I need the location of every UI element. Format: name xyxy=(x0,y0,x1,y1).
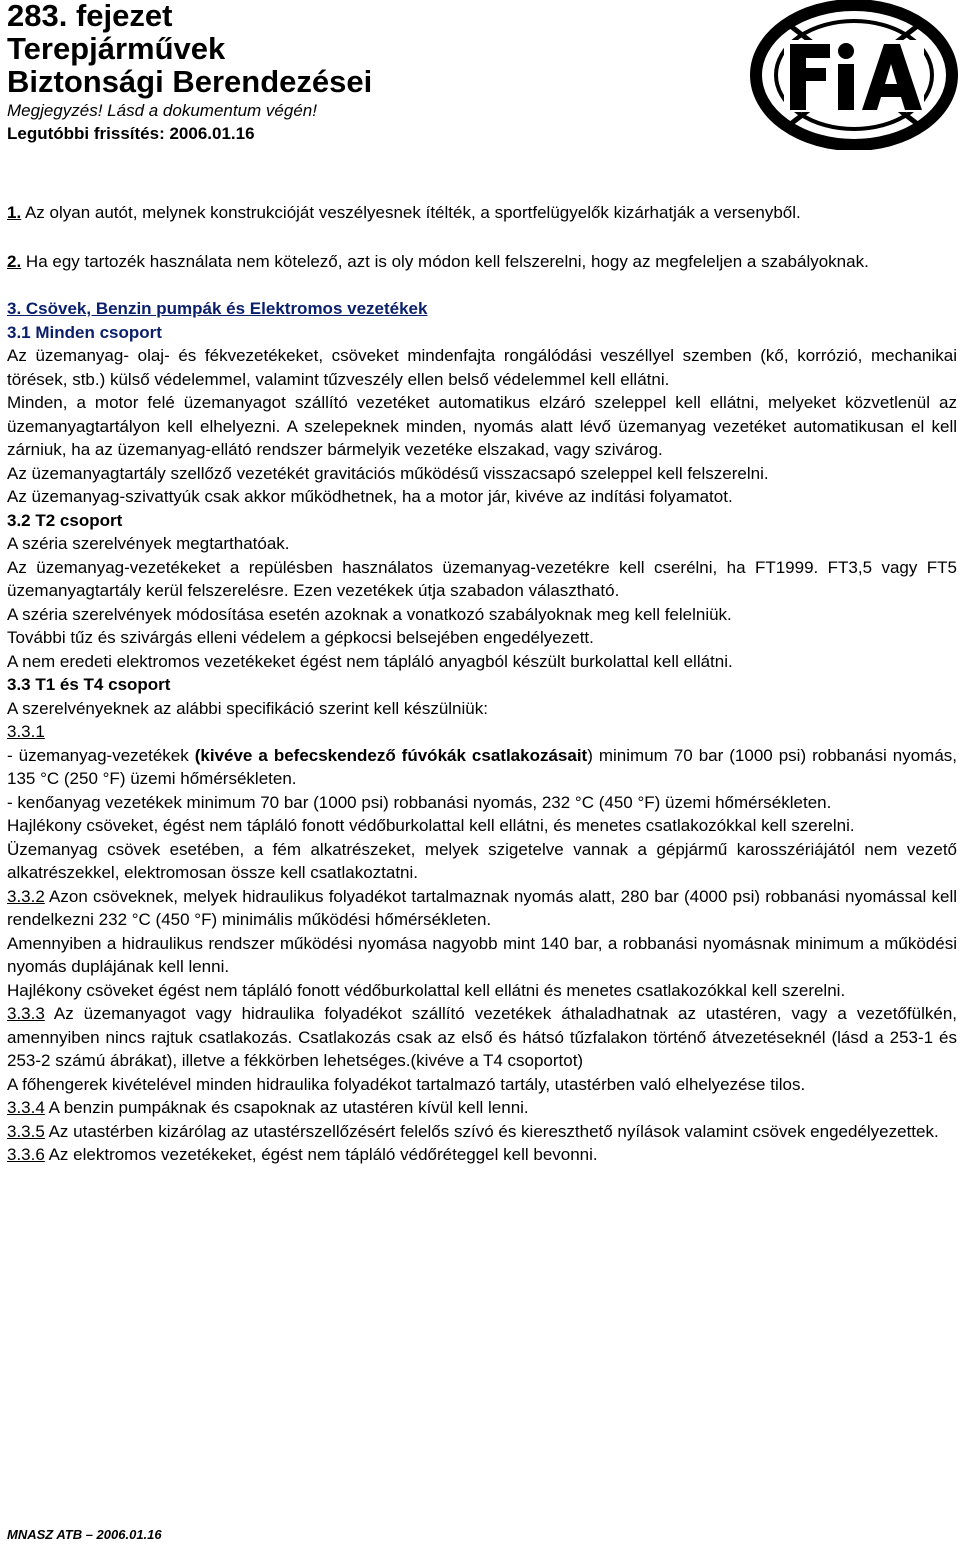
subsection-text: Az elektromos vezetékeket, égést nem tápláló védőréteggel kell bevonni. xyxy=(44,1145,598,1164)
subsection-text: Az üzemanyagot vagy hidraulika folyadékot szállító vezetékek áthaladhatnak az utastéren, vagy a vezetőfülkén, amennyiben nincs rajtuk csatlakozás. Csatlakozás csak az első és hátsó tűzfalakon történő átvezetéseknél (lásd a 253-1 és 253-2 számú ábrákat), illetve a fékkörben lehetséges.(kivéve a T4 csoportot) xyxy=(7,1004,957,1070)
paragraph: A főhengerek kivételével minden hidraulika folyadékot tartalmazó tartály, utastérben való elhelyezése tilos. xyxy=(7,1074,806,1094)
paragraph: Amennyiben a hidraulikus rendszer működési nyomása nagyobb mint 140 bar, a robbanási nyomásnak minimum a működési nyomás duplájának kell lenni. xyxy=(7,933,957,976)
paragraph xyxy=(7,1002,957,1073)
section-1 xyxy=(7,201,957,225)
section-3-heading: 3. Csövek, Benzin pumpák és Elektromos vezetékek xyxy=(7,299,428,318)
paragraph: A széria szerelvények megtarthatóak. xyxy=(7,534,290,553)
paragraph xyxy=(7,1143,957,1167)
paragraph xyxy=(7,1120,957,1144)
last-updated: Legutóbbi frissítés: 2006.01.16 xyxy=(7,123,255,143)
note-line: Megjegyzés! Lásd a dokumentum végén! xyxy=(7,100,317,120)
paragraph: Az üzemanyag-vezetékeket a repülésben használatos üzemanyag-vezetékre kell cserélni, ha FT1999. FT3,5 vagy FT5 üzemanyagtartály kerül felszerelésre. Ezen vezetékek útja szabadon választható. xyxy=(7,557,957,600)
paragraph xyxy=(7,885,957,932)
fuel-lines-text: - üzemanyag-vezetékek xyxy=(7,745,195,765)
paragraph: - kenőanyag vezetékek minimum 70 bar (1000 psi) robbanási nyomás, 232 °C (450 °F) üzemi hőmérsékleten. xyxy=(7,792,832,812)
section-number: 2. xyxy=(7,251,22,271)
document-body xyxy=(7,201,957,1167)
fuel-lines-exception: (kivéve a befecskendező fúvókák csatlakozásait xyxy=(194,745,588,765)
chapter-title-line1: Terepjárművek xyxy=(7,30,226,66)
paragraph: Üzemanyag csövek esetében, a fém alkatrészeket, melyek szigetelve vannak a gépjármű karosszériájától nem vezető alkatrészekkel, elektromosan össze kell csatlakoztatni. xyxy=(7,839,957,882)
paragraph: Az üzemanyag- olaj- és fékvezetékeket, csöveket mindenfajta rongálódási veszéllyel szemben (kő, korrózió, mechanikai törések, stb.) külső védelemmel, valamint tűzveszély ellen belső védelemmel kell ellátni. xyxy=(7,346,957,389)
subsection-text: A benzin pumpáknak és csapoknak az utastéren kívül kell lenni. xyxy=(44,1098,529,1117)
fuel-lines-spec: ) minimum 70 bar (1000 psi) robbanási nyomás, 135 °C (250 °F) üzemi hőmérsékleten. xyxy=(7,745,957,788)
section-2 xyxy=(7,250,957,274)
subsection-number: 3.3.5 xyxy=(7,1121,45,1141)
document-header xyxy=(7,0,707,146)
paragraph: A szerelvényeknek az alábbi specifikáció szerint kell készülniük: xyxy=(7,698,488,718)
page-footer: MNASZ ATB – 2006.01.16 xyxy=(7,1527,162,1542)
subsection-3-3-1-number: 3.3.1 xyxy=(7,722,45,741)
paragraph: A széria szerelvények módosítása esetén azoknak a vonatkozó szabályoknak meg kell felelniük. xyxy=(7,604,732,624)
section-2-text: Ha egy tartozék használata nem kötelező, azt is oly módon kell felszerelni, hogy az megfeleljen a szabályoknak. xyxy=(21,251,869,271)
subsection-number: 3.3.4 xyxy=(7,1098,45,1117)
subsection-number: 3.3.2 xyxy=(7,886,45,906)
subsection-text: Az utastérben kizárólag az utastérszellőzésért felelős szívó és kiereszthető nyílások valamint csövek engedélyezettek. xyxy=(44,1121,939,1141)
section-1-text: Az olyan autót, melynek konstrukcióját veszélyesnek ítélték, a sportfelügyelők kizárhatják a versenyből. xyxy=(21,203,801,222)
section-number: 1. xyxy=(7,203,22,222)
paragraph xyxy=(7,744,957,791)
subsection-text: Azon csöveknek, melyek hidraulikus folyadékot tartalmaznak nyomás alatt, 280 bar (4000 psi) robbanási nyomással kell rendelkezni 232 °C (450 °F) minimális működési hőmérsékleten. xyxy=(7,886,957,929)
paragraph: Az üzemanyagtartály szellőző vezetékét gravitációs működésű visszacsapó szeleppel kell felszerelni. xyxy=(7,463,769,483)
paragraph: Az üzemanyag-szivattyúk csak akkor működhetnek, ha a motor jár, kivéve az indítási folyamatot. xyxy=(7,487,733,506)
paragraph: Minden, a motor felé üzemanyagot szállító vezetéket automatikus elzáró szeleppel kell ellátni, melyeket közvetlenül az üzemanyagtartályon kell elhelyezni. A szelepeknek minden, nyomás alatt lévő üzemanyag vezetéket automatikusan el kell zárniuk, ha az üzemanyag-ellátó rendszer bármelyik vezetéke elszakad, vagy szivárog. xyxy=(7,393,957,459)
subsection-number: 3.3.6 xyxy=(7,1145,45,1164)
paragraph: A nem eredeti elektromos vezetékeket égést nem tápláló anyagból készült burkolattal kell ellátni. xyxy=(7,651,733,671)
paragraph: További tűz és szivárgás elleni védelem a gépkocsi belsejében engedélyezett. xyxy=(7,628,594,647)
chapter-title-line2: Biztonsági Berendezései xyxy=(7,63,373,99)
subsection-3-1-heading: 3.1 Minden csoport xyxy=(7,322,162,342)
fia-logo xyxy=(748,0,960,150)
chapter-number: 283. fejezet xyxy=(7,0,173,33)
paragraph xyxy=(7,1096,957,1120)
subsection-3-3-heading: 3.3 T1 és T4 csoport xyxy=(7,675,171,694)
paragraph: Hajlékony csöveket, égést nem tápláló fonott védőburkolattal kell ellátni, és menetes csatlakozókkal kell szerelni. xyxy=(7,816,855,835)
paragraph: Hajlékony csöveket égést nem tápláló fonott védőburkolattal kell ellátni és menetes csatlakozókkal kell szerelni. xyxy=(7,980,846,1000)
subsection-3-2-heading: 3.2 T2 csoport xyxy=(7,510,123,530)
subsection-number: 3.3.3 xyxy=(7,1004,45,1023)
